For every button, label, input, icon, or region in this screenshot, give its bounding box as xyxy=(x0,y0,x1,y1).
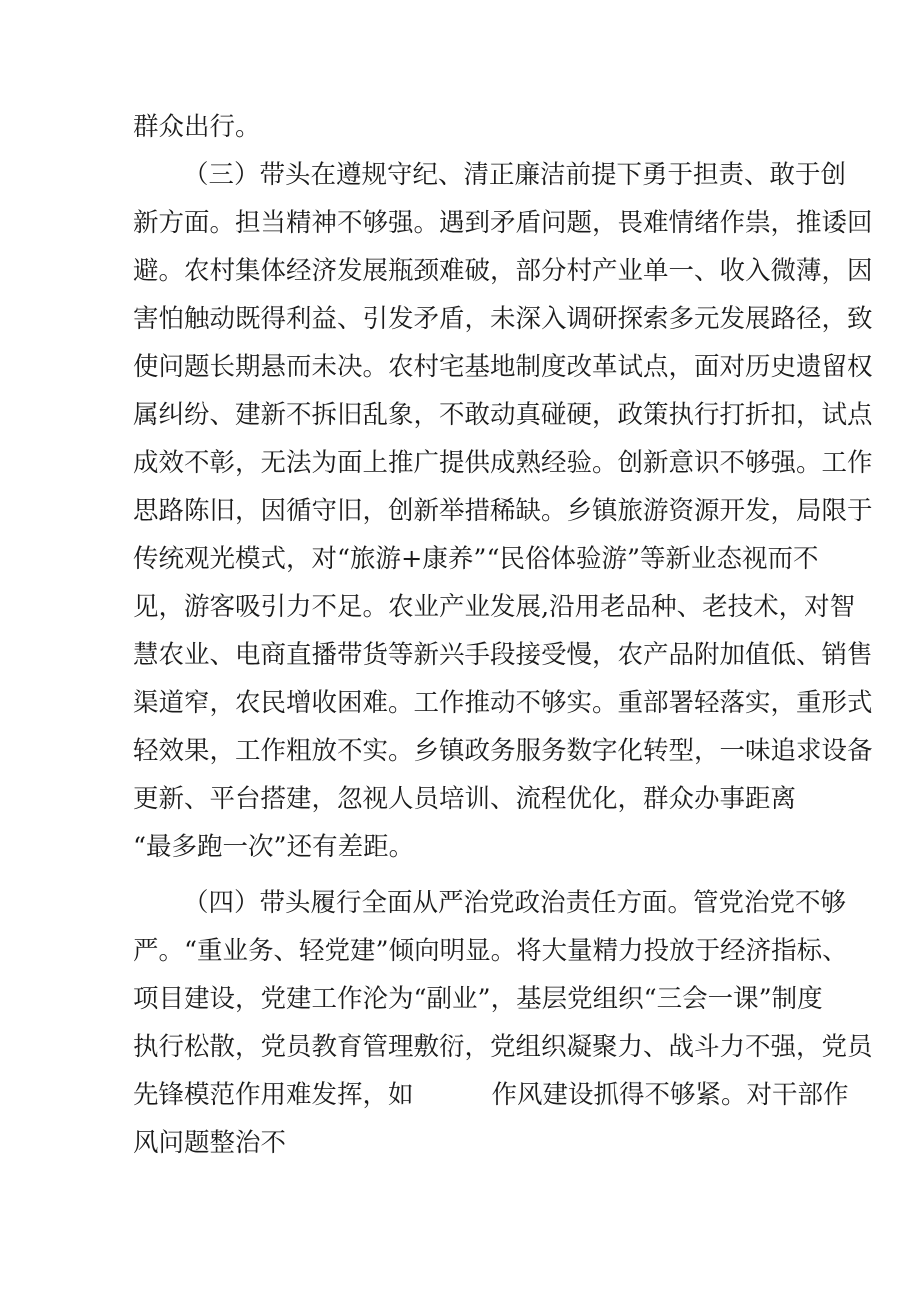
text-line-4: 避。农村集体经济发展瓶颈难破，部分村产业单一、收入微薄，因 xyxy=(133,256,873,286)
text-line-15: 更新、平台搭建，忽视人员培训、流程优化，群众办事距离 xyxy=(133,784,797,814)
text-line-2: （三）带头在遵规守纪、清正廉洁前提下勇于担责、敢于创 xyxy=(183,160,847,190)
text-line-14: 轻效果，工作粗放不实。乡镇政务服务数字化转型，一味追求设备 xyxy=(133,736,873,766)
text-line-19: 项目建设，党建工作沦为“副业”，基层党组织“三会一课”制度 xyxy=(133,984,823,1014)
text-line-1: 群众出行。 xyxy=(133,112,261,142)
text-line-20: 执行松散，党员教育管理敷衍，党组织凝聚力、战斗力不强，党员 xyxy=(133,1032,873,1062)
text-line-17: （四）带头履行全面从严治党政治责任方面。管党治党不够 xyxy=(183,888,847,918)
text-line-10: 传统观光模式，对“旅游+康养”“民俗体验游”等新业态视而不 xyxy=(133,544,819,574)
text-line-8: 成效不彰，无法为面上推广提供成熟经验。创新意识不够强。工作 xyxy=(133,448,873,478)
text-line-12: 慧农业、电商直播带货等新兴手段接受慢，农产品附加值低、销售 xyxy=(133,640,873,670)
text-line-6: 使问题长期悬而未决。农村宅基地制度改革试点，面对历史遗留权 xyxy=(133,352,873,382)
text-line-7: 属纠纷、建新不拆旧乱象，不敢动真碰硬，政策执行打折扣，试点 xyxy=(133,400,873,430)
text-line-11: 见，游客吸引力不足。农业产业发展,沿用老品种、老技术，对智 xyxy=(133,592,856,622)
text-line-21-before: 先锋模范作用难发挥，如 xyxy=(133,1080,414,1110)
text-line-16: “最多跑一次”还有差距。 xyxy=(133,832,415,862)
text-line-21-after: 作风建设抓得不够紧。对干部作 xyxy=(491,1080,849,1110)
text-line-18: 严。“重业务、轻党建”倾向明显。将大量精力投放于经济指标、 xyxy=(133,936,848,966)
text-line-22: 风问题整治不 xyxy=(133,1128,287,1158)
text-line-5: 害怕触动既得利益、引发矛盾，未深入调研探索多元发展路径，致 xyxy=(133,304,873,334)
text-line-13: 渠道窄，农民增收困难。工作推动不够实。重部署轻落实，重形式 xyxy=(133,688,873,718)
text-line-3: 新方面。担当精神不够强。遇到矛盾问题，畏难情绪作祟，推诿回 xyxy=(133,208,873,238)
text-line-21 xyxy=(133,1075,849,1115)
text-line-9: 思路陈旧，因循守旧，创新举措稀缺。乡镇旅游资源开发，局限于 xyxy=(133,496,873,526)
